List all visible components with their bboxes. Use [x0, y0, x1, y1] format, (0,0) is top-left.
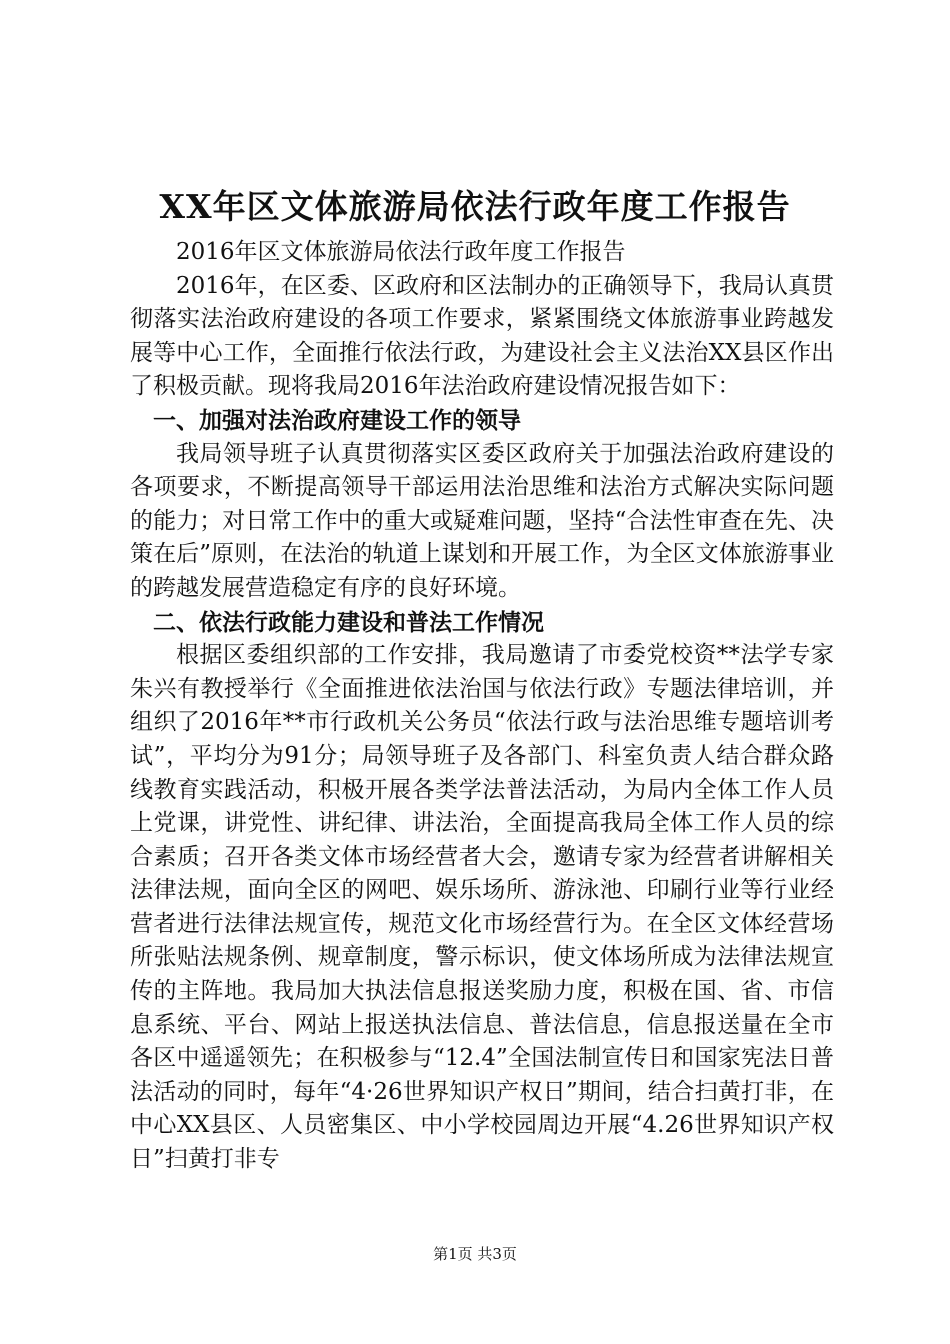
document-subtitle: 2016年区文体旅游局依法行政年度工作报告 — [176, 239, 626, 265]
section-2-heading: 二、依法行政能力建设和普法工作情况 — [153, 608, 544, 636]
document-title: XX年区文体旅游局依法行政年度工作报告 — [159, 187, 791, 226]
page-footer: 第1页 共3页 — [433, 1245, 517, 1263]
section-1-body: 我局领导班子认真贯彻落实区委区政府关于加强法治政府建设的各项要求，不断提高领导干部运用法治思维和法治方式解决实际问题的能力；对日常工作中的重大或疑难问题，坚持“合法性审查在先、决策在后”原则，在法治的轨道上谋划和开展工作，为全区文体旅游事业的跨越发展营造稳定有序的良好环境。 — [130, 440, 834, 601]
section-1-heading: 一、加强对法治政府建设工作的领导 — [153, 406, 521, 434]
section-2-body: 根据区委组织部的工作安排，我局邀请了市委党校资**法学专家朱兴有教授举行《全面推进依法治国与依法行政》专题法律培训，并组织了2016年**市行政机关公务员“依法行政与法治思维专题培训考试”，平均分为91分；局领导班子及各部门、科室负责人结合群众路线教育实践活动，积极开展各类学法普法活动，为局内全体工作人员上党课，讲党性、讲纪律、讲法治，全面提高我局全体工作人员的综合素质；召开各类文体市场经营者大会，邀请专家为经营者讲解相关法律法规，面向全区的网吧、娱乐场所、游泳池、印刷行业等行业经营者进行法律法规宣传，规范文化市场经营行为。在全区文体经营场所张贴法规条例、规章制度，警示标识，使文体场所成为法律法规宣传的主阵地。我局加大执法信息报送奖励力度，积极在国、省、市信息系统、平台、网站上报送执法信息、普法信息，信息报送量在全市各区中遥遥领先；在积极参与“12.4”全国法制宣传日和国家宪法日普法活动的同时，每年“4·26世界知识产权日”期间，结合扫黄打非，在中心XX县区、人员密集区、中小学校园周边开展“4.26世界知识产权日”扫黄打非专 — [130, 642, 834, 1173]
intro-paragraph: 2016年，在区委、区政府和区法制办的正确领导下，我局认真贯彻落实法治政府建设的各项工作要求，紧紧围绕文体旅游事业跨越发展等中心工作，全面推行依法行政，为建设社会主义法治XX县区作出了积极贡献。现将我局2016年法治政府建设情况报告如下： — [130, 272, 834, 400]
document-body — [130, 236, 834, 1177]
